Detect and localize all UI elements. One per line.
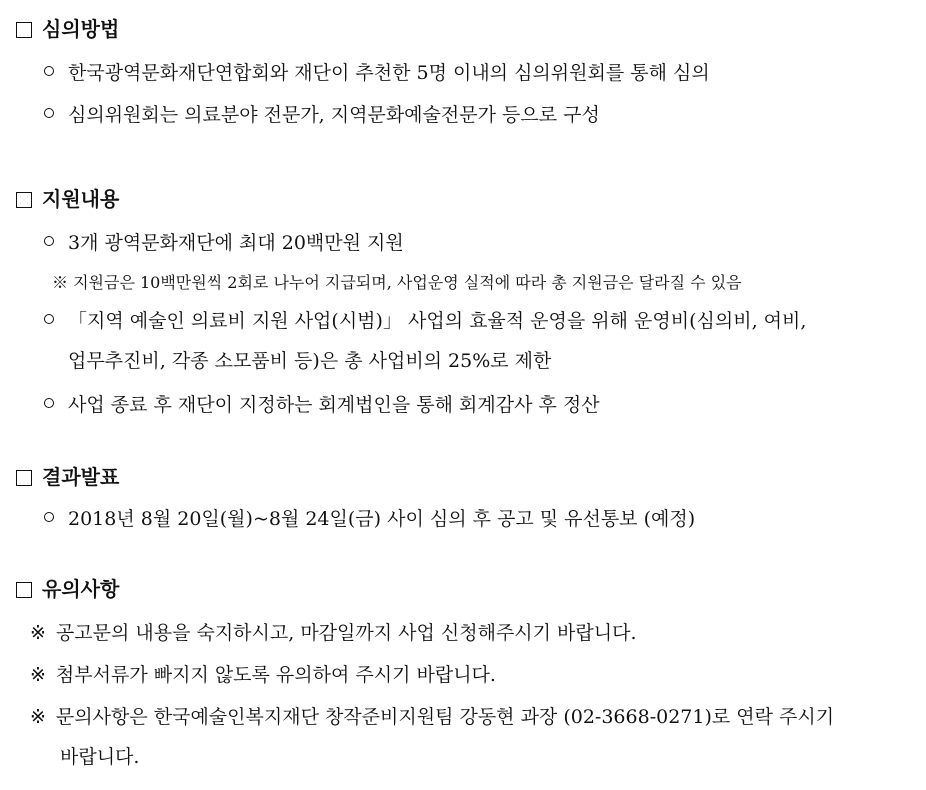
- checkbox-square-icon: [16, 22, 32, 38]
- section-heading-result-announcement: [16, 464, 119, 490]
- checkbox-square-icon: [16, 470, 32, 486]
- circle-bullet-icon: [44, 398, 54, 408]
- list-item: 사업 종료 후 재단이 지정하는 회계법인을 통해 회계감사 후 정산: [44, 392, 600, 418]
- circle-bullet-icon: [44, 236, 54, 246]
- notice-item: ※ 문의사항은 한국예술인복지재단 창작준비지원팀 강동현 과장 (02-3668-0271)로 연락 주시기: [30, 706, 835, 728]
- list-item: 「지역 예술인 의료비 지원 사업(시범)」 사업의 효율적 운영을 위해 운영비(심의비, 여비,: [44, 308, 806, 334]
- list-item: 2018년 8월 20일(월)~8월 24일(금) 사이 심의 후 공고 및 유선통보 (예정): [44, 506, 695, 532]
- notice-item: ※ 공고문의 내용을 숙지하시고, 마감일까지 사업 신청해주시기 바랍니다.: [30, 622, 637, 644]
- reference-mark-icon: ※: [30, 706, 46, 728]
- reference-mark-icon: ※: [30, 664, 46, 686]
- section-title: 결과발표: [42, 465, 120, 489]
- checkbox-square-icon: [16, 192, 32, 208]
- list-item: 한국광역문화재단연합회와 재단이 추천한 5명 이내의 심의위원회를 통해 심의: [44, 60, 710, 86]
- checkbox-square-icon: [16, 582, 32, 598]
- circle-bullet-icon: [44, 66, 54, 76]
- list-item-continuation: 업무추진비, 각종 소모품비 등)은 총 사업비의 25%로 제한: [68, 350, 552, 372]
- section-heading-support-content: [16, 186, 119, 212]
- list-item: 심의위원회는 의료분야 전문가, 지역문화예술전문가 등으로 구성: [44, 102, 600, 128]
- section-title: 지원내용: [42, 187, 120, 211]
- section-heading-review-method: [16, 16, 119, 42]
- reference-mark-icon: ※: [30, 622, 46, 644]
- section-title: 유의사항: [42, 577, 120, 601]
- list-item: 3개 광역문화재단에 최대 20백만원 지원: [44, 230, 404, 256]
- section-heading-notices: [16, 576, 119, 602]
- circle-bullet-icon: [44, 108, 54, 118]
- notice-item-continuation: 바랍니다.: [60, 746, 140, 768]
- notice-item: ※ 첨부서류가 빠지지 않도록 유의하여 주시기 바랍니다.: [30, 664, 496, 686]
- circle-bullet-icon: [44, 512, 54, 522]
- section-title: 심의방법: [42, 17, 120, 41]
- note-line: ※ 지원금은 10백만원씩 2회로 나누어 지급되며, 사업운영 실적에 따라 총 지원금은 달라질 수 있음: [52, 273, 742, 292]
- circle-bullet-icon: [44, 314, 54, 324]
